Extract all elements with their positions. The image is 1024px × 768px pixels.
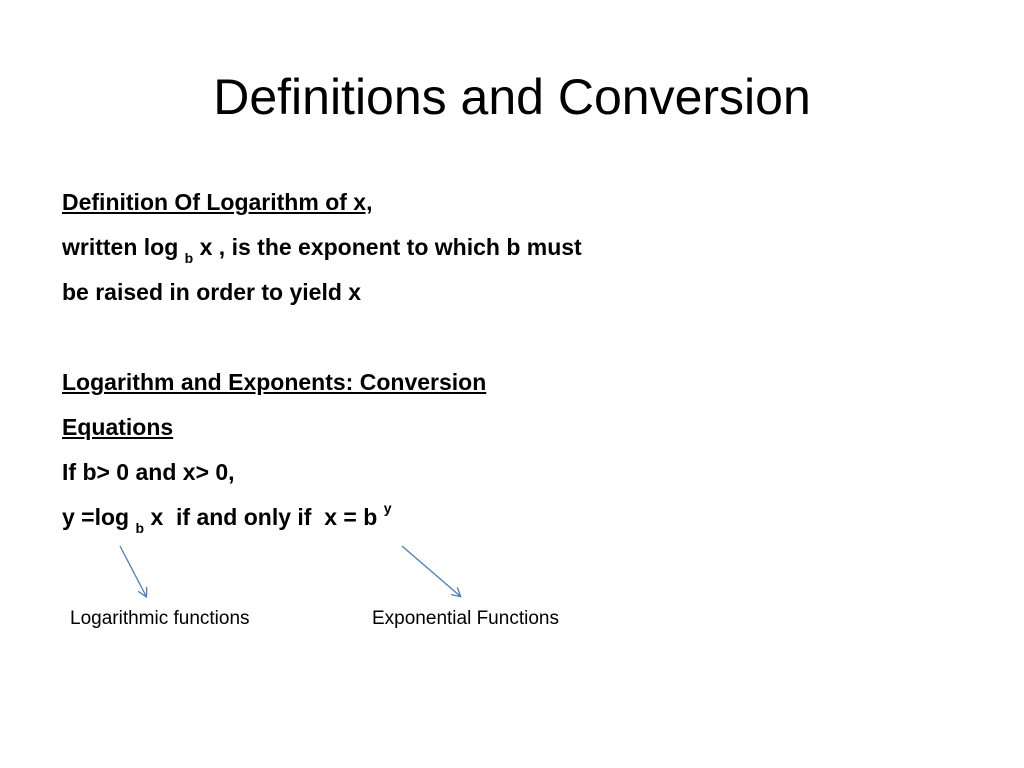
- equation-line: [62, 498, 962, 543]
- definition-line-2: be raised in order to yield x: [62, 279, 362, 305]
- conversion-heading-line-2: [62, 408, 962, 453]
- caption-logarithmic-functions: Logarithmic functions: [70, 608, 250, 629]
- arrow-to-logarithmic: [120, 546, 146, 596]
- definition-line-1-part-1: written log: [62, 234, 185, 260]
- blank-line: [62, 318, 962, 363]
- definition-line-1-part-2: x , is the exponent to which b must: [193, 234, 582, 260]
- definition-heading-text: Definition Of Logarithm of x,: [62, 189, 373, 215]
- conversion-heading-line-1: [62, 363, 962, 408]
- caption-exponential-functions: Exponential Functions: [372, 608, 559, 629]
- definition-heading: [62, 183, 962, 228]
- equation-part-2: x if and only if x = b: [144, 504, 384, 530]
- slide-body: [62, 183, 962, 543]
- arrow-to-exponential: [402, 546, 460, 596]
- log-base-subscript: b: [184, 250, 194, 266]
- equation-part-1: y =log: [62, 504, 136, 530]
- equation-base-subscript: b: [135, 520, 145, 536]
- slide-title: Definitions and Conversion: [213, 69, 811, 125]
- definition-line-1: [62, 228, 962, 273]
- conversion-heading-text-1: Logarithm and Exponents: Conversion: [62, 369, 487, 395]
- condition-line: If b> 0 and x> 0,: [62, 459, 235, 485]
- conversion-heading-text-2: Equations: [62, 414, 174, 440]
- equation-exponent-superscript: y: [383, 500, 392, 516]
